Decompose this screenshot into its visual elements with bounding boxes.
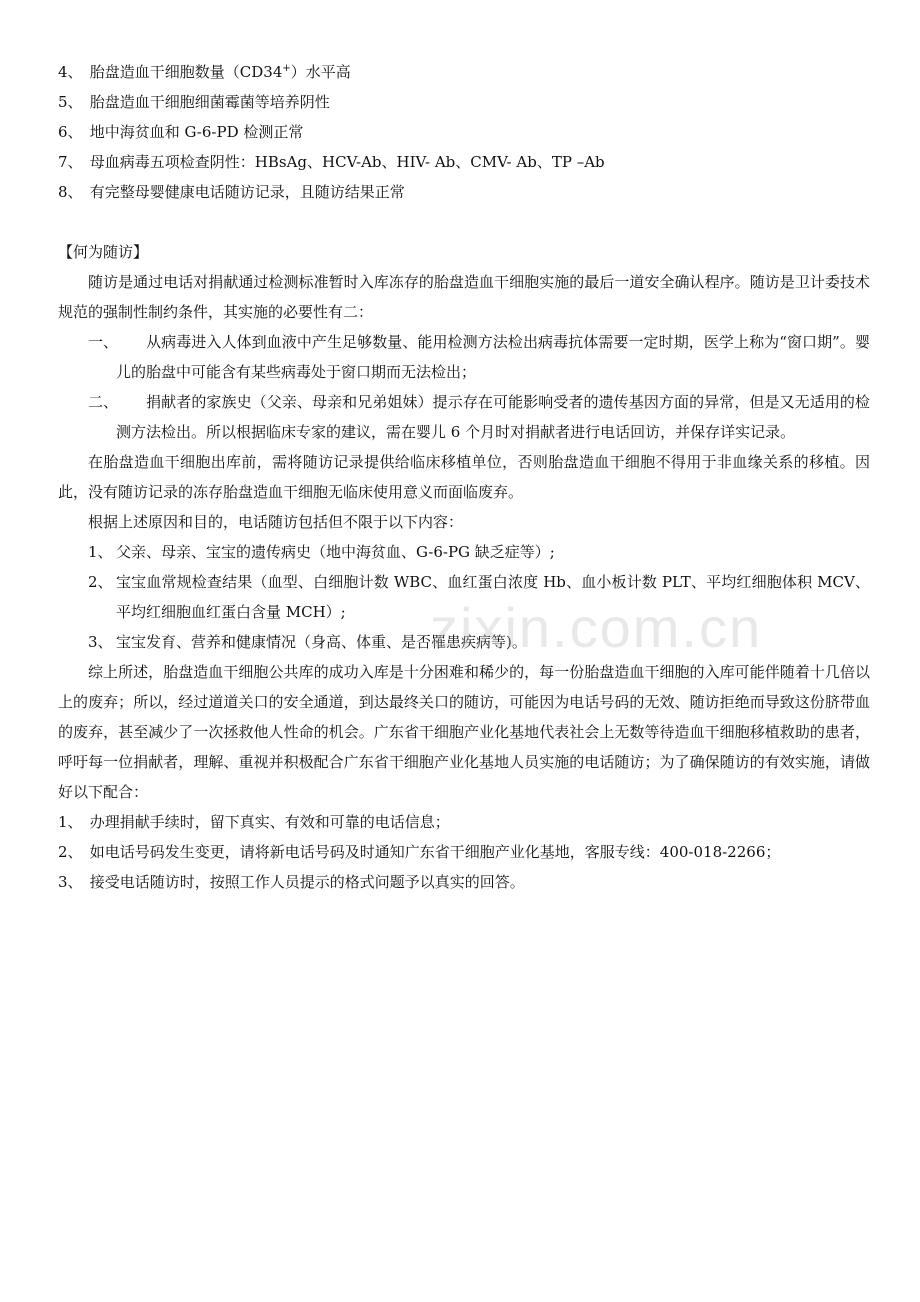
content-text: 宝宝发育、营养和健康情况（身高、体重、是否罹患疾病等)。 xyxy=(116,633,527,651)
list-number: 8、 xyxy=(58,183,83,201)
list-number: 2、 xyxy=(58,843,83,861)
content-text: 父亲、母亲、宝宝的遗传病史（地中海贫血、G-6-PG 缺乏症等）; xyxy=(116,543,555,561)
section-title: 【何为随访】 xyxy=(58,243,149,261)
list-number: 4、 xyxy=(58,63,83,81)
list-item xyxy=(58,837,870,867)
list-text: 办理捐献手续时，留下真实、有效和可靠的电话信息； xyxy=(89,813,450,831)
content-text: 宝宝血常规检查结果（血型、白细胞计数 WBC、血红蛋白浓度 Hb、血小板计数 PLT、平均红细胞体积 MCV、平均红细胞血红蛋白含量 MCH）; xyxy=(116,573,870,621)
requirements-list xyxy=(58,57,870,207)
list-text: 接受电话随访时，按照工作人员提示的格式问题予以真实的回答。 xyxy=(89,873,525,891)
cooperation-list xyxy=(58,807,870,897)
reason-text: 捐献者的家族史（父亲、母亲和兄弟姐妹）提示存在可能影响受者的遗传基因方面的异常，但是又无适用的检测方法检出。所以根据临床专家的建议，需在婴儿 6 个月时对捐献者进行电话回访，并保存详实记录。 xyxy=(116,393,870,441)
reason-item xyxy=(58,327,870,387)
reason-label: 二、 xyxy=(88,393,119,411)
list-text: 母血病毒五项检查阴性：HBsAg、HCV-Ab、HIV- Ab、CMV- Ab、TP –Ab xyxy=(89,153,605,171)
list-item xyxy=(58,807,870,837)
document-page xyxy=(58,57,870,897)
spacer xyxy=(58,207,870,237)
superscript: + xyxy=(282,63,291,74)
reason-label: 一、 xyxy=(88,333,119,351)
list-item xyxy=(58,147,870,177)
list-number: 5、 xyxy=(58,93,83,111)
list-number: 3、 xyxy=(58,873,83,891)
content-intro-paragraph: 根据上述原因和目的，电话随访包括但不限于以下内容： xyxy=(88,513,464,531)
list-text: 如电话号码发生变更，请将新电话号码及时通知广东省干细胞产业化基地，客服专线：400-018-2266； xyxy=(89,843,781,861)
content-number: 2、 xyxy=(88,573,113,591)
intro-paragraph: 随访是通过电话对捐献通过检测标准暂时入库冻存的胎盘造血干细胞实施的最后一道安全确认程序。随访是卫计委技术规范的强制性制约条件，其实施的必要性有二： xyxy=(58,273,870,321)
content-number: 1、 xyxy=(88,543,113,561)
summary-paragraph: 综上所述，胎盘造血干细胞公共库的成功入库是十分困难和稀少的，每一份胎盘造血干细胞的入库可能伴随着十几倍以上的废弃；所以，经过道道关口的安全通道，到达最终关口的随访，可能因为电话号码的无效、随访拒绝而导致这份脐带血的废弃，甚至减少了一次拯救他人性命的机会。广东省干细胞产业化基地代表社会上无数等待造血干细胞移植救助的患者，呼吁每一位捐献者，理解、重视并积极配合广东省干细胞产业化基地人员实施的电话随访；为了确保随访的有效实施，请做好以下配合： xyxy=(58,663,870,801)
list-item xyxy=(58,867,870,897)
list-text: ）水平高 xyxy=(290,63,351,81)
reason-text: 从病毒进入人体到血液中产生足够数量、能用检测方法检出病毒抗体需要一定时期，医学上称为“窗口期”。婴儿的胎盘中可能含有某些病毒处于窗口期而无法检出； xyxy=(116,333,870,381)
list-number: 7、 xyxy=(58,153,83,171)
list-text: 地中海贫血和 G-6-PD 检测正常 xyxy=(89,123,304,141)
list-item xyxy=(58,87,870,117)
list-item xyxy=(58,177,870,207)
list-text: 胎盘造血干细胞数量（CD34 xyxy=(89,63,283,81)
list-text: 胎盘造血干细胞细菌霉菌等培养阴性 xyxy=(89,93,330,111)
list-item xyxy=(58,117,870,147)
list-item xyxy=(58,57,870,87)
watermark: zixin.com.cn xyxy=(430,596,763,659)
list-number: 6、 xyxy=(58,123,83,141)
list-number: 1、 xyxy=(58,813,83,831)
release-paragraph: 在胎盘造血干细胞出库前，需将随访记录提供给临床移植单位，否则胎盘造血干细胞不得用于非血缘关系的移植。因此，没有随访记录的冻存胎盘造血干细胞无临床使用意义而面临废弃。 xyxy=(58,453,870,501)
content-item xyxy=(58,537,870,567)
list-text: 有完整母婴健康电话随访记录，且随访结果正常 xyxy=(89,183,405,201)
reason-item xyxy=(58,387,870,447)
content-number: 3、 xyxy=(88,633,113,651)
